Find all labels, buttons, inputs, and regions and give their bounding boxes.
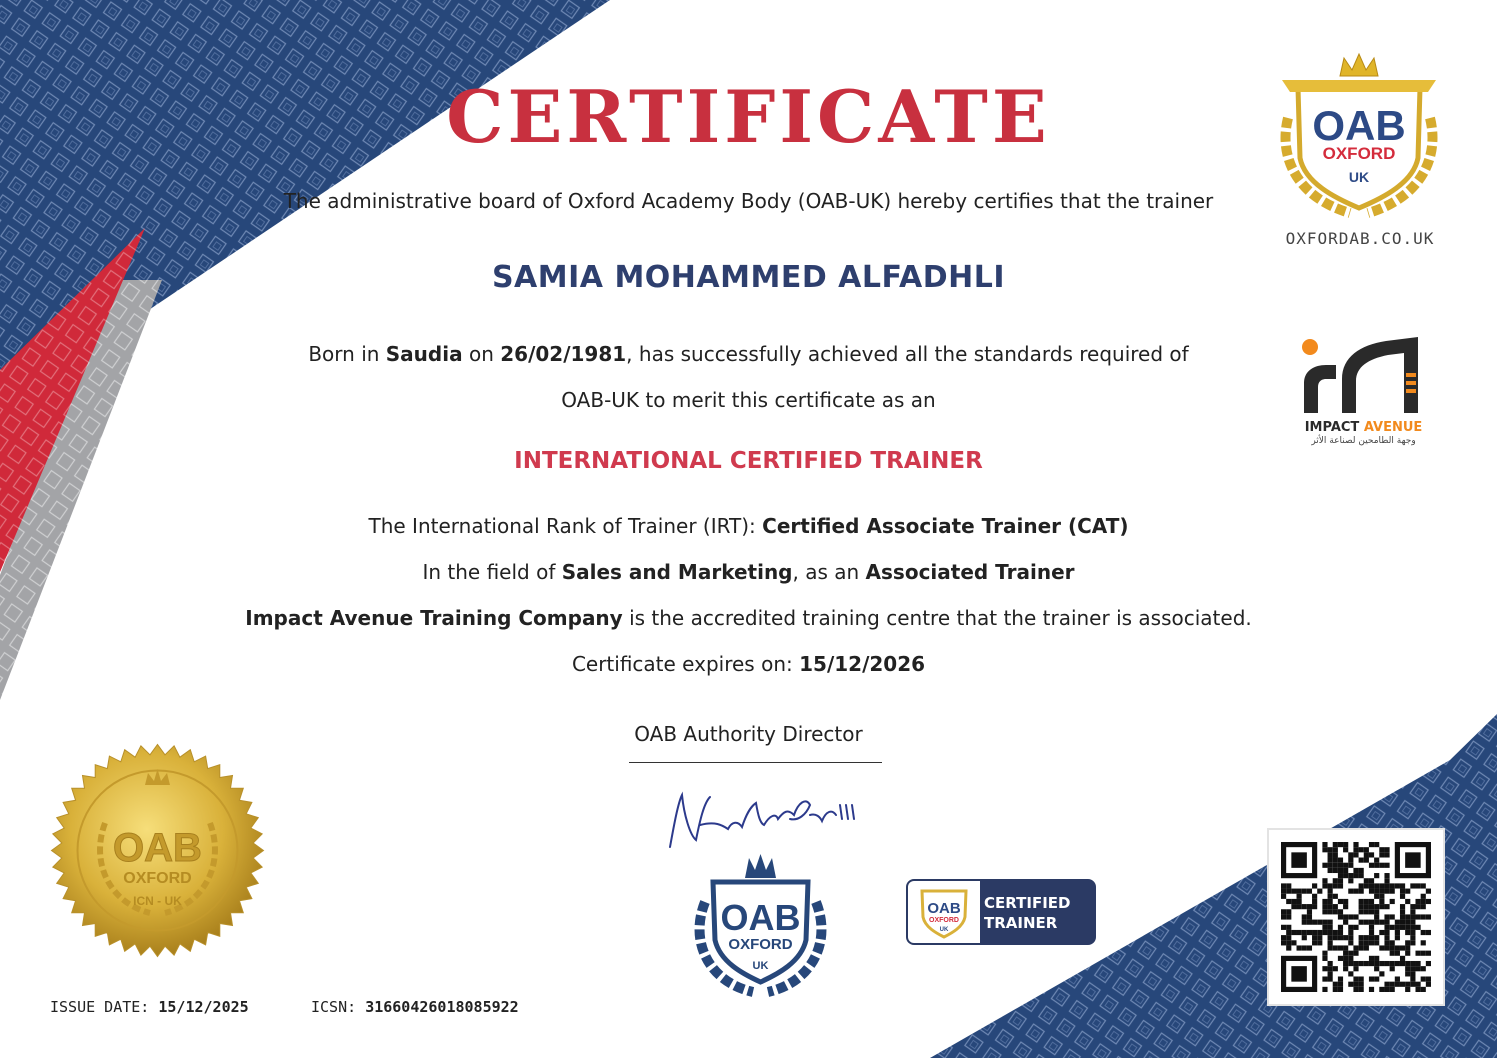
field-name: Sales and Marketing — [561, 560, 793, 584]
field-line — [0, 560, 1497, 584]
irt-prefix: The International Rank of Trainer (IRT): — [368, 514, 763, 538]
training-centre: Impact Avenue Training Company — [245, 606, 623, 630]
field-prefix: In the field of — [422, 560, 562, 584]
certification-title: INTERNATIONAL CERTIFIED TRAINER — [514, 448, 983, 474]
badge-mini-oxford: OXFORD — [929, 917, 959, 924]
birth-date: 26/02/1981 — [500, 342, 627, 366]
signature-line — [629, 762, 882, 763]
badge-mini-oab: OAB — [927, 900, 961, 917]
director-label: OAB Authority Director — [634, 722, 863, 746]
centre-suffix: is the accredited training centre that the trainer is associated. — [622, 606, 1252, 630]
expiry-prefix: Certificate expires on: — [571, 652, 800, 676]
field-middle: , as an — [792, 560, 866, 584]
impact-name-part1: IMPACT — [1304, 420, 1364, 435]
on-text: on — [462, 342, 501, 366]
badge-mini-uk: UK — [939, 927, 949, 933]
certified-trainer-badge — [906, 879, 1096, 945]
expiry-line — [0, 652, 1497, 676]
certificate-title: CERTIFICATE — [446, 74, 1051, 159]
seal-icn-text: ICN - UK — [133, 894, 182, 908]
oab-blue-emblem — [683, 852, 838, 997]
emblem-oxford-text: OXFORD — [728, 936, 793, 953]
seal-oxford-text: OXFORD — [123, 870, 192, 887]
oab-oxford-logo — [1268, 48, 1450, 220]
impact-avenue-name — [1296, 420, 1431, 435]
icsn-line — [311, 998, 519, 1016]
gold-seal — [50, 743, 265, 958]
badge-line2: TRAINER — [984, 914, 1058, 932]
issue-date-label: ISSUE DATE: — [50, 998, 159, 1016]
impact-avenue-logo — [1296, 335, 1426, 415]
impact-name-part2: AVENUE — [1363, 420, 1423, 435]
icsn-number: 31660426018085922 — [365, 998, 519, 1016]
trainer-type: Associated Trainer — [865, 560, 1075, 584]
qr-code[interactable] — [1281, 842, 1431, 992]
badge-line1: CERTIFIED — [984, 894, 1071, 912]
issue-date-line — [50, 998, 249, 1016]
trainer-name: SAMIA MOHAMMED ALFADHLI — [491, 260, 1006, 295]
emblem-uk-text: UK — [752, 960, 769, 972]
irt-rank: Certified Associate Trainer (CAT) — [762, 514, 1129, 538]
badge-oab-icon — [908, 881, 980, 943]
emblem-oab-text: OAB — [720, 897, 801, 938]
born-prefix: Born in — [308, 342, 386, 366]
birth-line — [0, 342, 1497, 366]
irt-line — [0, 514, 1497, 538]
badge-logo-panel — [908, 881, 980, 943]
impact-arabic-tagline: وجهة الطامحين لصناعة الأثر — [1311, 436, 1416, 446]
signature-image — [660, 785, 860, 855]
website-url: OXFORDAB.CO.UK — [1285, 229, 1435, 248]
intro-text: The administrative board of Oxford Academy Body (OAB-UK) hereby certifies that the trainer — [283, 189, 1214, 213]
achievement-text: , has successfully achieved all the standards required of — [626, 342, 1189, 366]
badge-text — [984, 893, 1070, 933]
birthplace: Saudia — [385, 342, 463, 366]
icsn-label: ICSN: — [311, 998, 366, 1016]
issue-date: 15/12/2025 — [158, 998, 249, 1016]
logo-oxford-text: OXFORD — [1322, 144, 1396, 163]
centre-line — [0, 606, 1497, 630]
seal-oab-text: OAB — [113, 826, 202, 870]
expiry-date: 15/12/2026 — [799, 652, 926, 676]
logo-uk-text: UK — [1348, 169, 1370, 185]
qr-code-frame[interactable] — [1267, 828, 1445, 1006]
merit-text: OAB-UK to merit this certificate as an — [561, 388, 936, 412]
logo-oab-text: OAB — [1312, 102, 1406, 149]
